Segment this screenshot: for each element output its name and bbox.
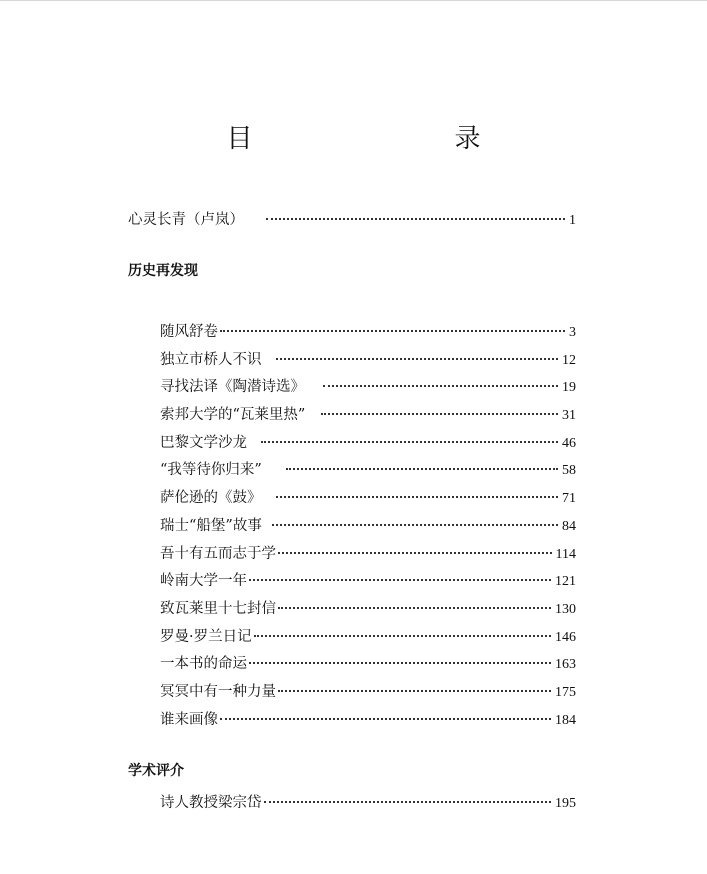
toc-entry-label: 致瓦莱里十七封信: [160, 601, 276, 617]
toc-entry-label: 寻找法译《陶潜诗选》: [160, 379, 305, 395]
toc-entry-label: 吾十有五而志于学: [160, 546, 276, 562]
toc-entry-label: 随风舒卷: [160, 324, 218, 340]
toc-entry-label: 一本书的命运: [160, 656, 247, 672]
toc-entry-label: “我等待你归来”: [160, 462, 262, 478]
toc-entry-page: 71: [562, 491, 576, 506]
toc-entry-label: 岭南大学一年: [160, 573, 247, 589]
toc-entry[interactable]: [160, 595, 576, 617]
dot-leader: [261, 429, 558, 447]
toc-entry-label: 萨伦逊的《鼓》: [160, 490, 262, 506]
section-heading-history: 历史再发现: [128, 263, 198, 279]
toc-entry-preface[interactable]: [128, 206, 576, 228]
dot-leader: [276, 484, 559, 502]
toc-entry[interactable]: [160, 567, 576, 589]
dot-leader: [220, 706, 551, 724]
toc-entry[interactable]: [160, 512, 576, 534]
toc-entry-page: 130: [555, 602, 576, 617]
dot-leader: [249, 650, 551, 668]
dot-leader: [266, 206, 565, 224]
toc-entry-page: 146: [555, 630, 576, 645]
toc-entry-label: 索邦大学的“瓦莱里热”: [160, 407, 306, 423]
toc-entry-page: 195: [555, 796, 576, 811]
dot-leader: [286, 456, 558, 474]
dot-leader: [278, 540, 552, 558]
section-heading-academic: 学术评介: [128, 763, 184, 779]
dot-leader: [278, 595, 551, 613]
toc-entry-label: 罗曼·罗兰日记: [160, 629, 252, 645]
toc-entry-label: 诗人教授梁宗岱: [160, 795, 262, 811]
toc-entry[interactable]: [160, 540, 576, 562]
toc-entry-page: 19: [562, 380, 576, 395]
toc-entry-label: 谁来画像: [160, 712, 218, 728]
dot-leader: [278, 678, 551, 696]
toc-entry-page: 84: [562, 519, 576, 534]
toc-entry[interactable]: [160, 318, 576, 340]
toc-entry-page: 175: [555, 685, 576, 700]
toc-entry[interactable]: [160, 456, 576, 478]
dot-leader: [321, 401, 558, 419]
toc-entry-page: 3: [569, 325, 576, 340]
dot-leader: [254, 623, 551, 641]
toc-entry[interactable]: [160, 401, 576, 423]
dot-leader: [220, 318, 565, 336]
toc-entry-page: 1: [569, 213, 576, 228]
toc-entry-page: 31: [562, 408, 576, 423]
dot-leader: [272, 512, 558, 530]
toc-entry-label: 心灵长青（卢岚）: [128, 212, 244, 228]
toc-entry-label: 冥冥中有一种力量: [160, 684, 276, 700]
toc-entry[interactable]: [160, 623, 576, 645]
toc-entry-page: 58: [562, 463, 576, 478]
dot-leader: [276, 346, 559, 364]
toc-entry[interactable]: [160, 346, 576, 368]
toc-entry[interactable]: [160, 650, 576, 672]
toc-entry-page: 163: [555, 657, 576, 672]
toc-entry[interactable]: [160, 789, 576, 811]
toc-entry-page: 121: [555, 574, 576, 589]
dot-leader: [264, 789, 552, 807]
toc-entry[interactable]: [160, 373, 576, 395]
toc-entry-page: 184: [555, 713, 576, 728]
toc-entry[interactable]: [160, 429, 576, 451]
top-rule: [0, 0, 707, 1]
toc-entry[interactable]: [160, 706, 576, 728]
toc-entry[interactable]: [160, 678, 576, 700]
toc-entry-label: 巴黎文学沙龙: [160, 435, 247, 451]
dot-leader: [249, 567, 551, 585]
toc-entry[interactable]: [160, 484, 576, 506]
toc-entry-label: 瑞士“船堡”故事: [160, 518, 262, 534]
toc-entry-label: 独立市桥人不识: [160, 352, 262, 368]
toc-entry-page: 12: [562, 353, 576, 368]
page-title: 目 录: [226, 124, 531, 154]
toc-entry-page: 114: [555, 547, 576, 562]
toc-entry-page: 46: [562, 436, 576, 451]
dot-leader: [323, 373, 558, 391]
